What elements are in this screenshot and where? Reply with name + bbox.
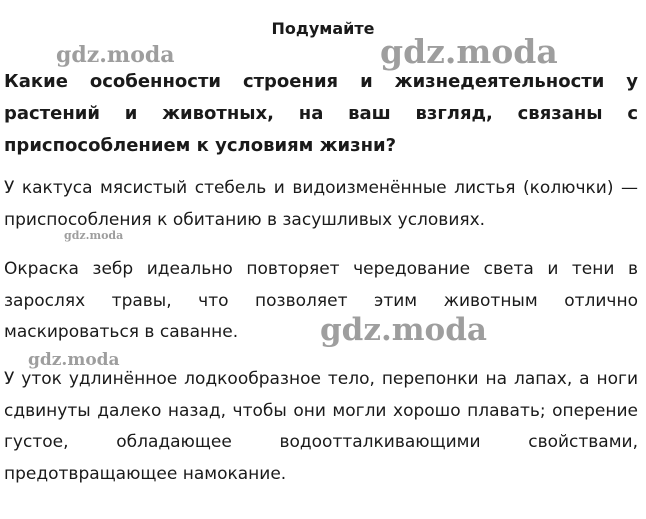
answer-paragraph-zebra: Окраска зебр идеально повторяет чередование света и тени в зарослях травы, что позволяет этим животным отлично маскироваться в саванне. (4, 259, 638, 342)
watermark: gdz.moda (320, 312, 487, 348)
watermark: gdz.moda (56, 42, 175, 68)
answer-paragraph-duck: У уток удлинённое лодкообразное тело, перепонки на лапах, а ноги сдвинуты далеко назад, чтобы они могли хорошо плавать; оперение густое, обладающее водоотталкивающими свойствами, предотвращающее намокание. (4, 369, 638, 484)
answer-paragraph-cactus: У кактуса мясистый стебель и видоизменённые листья (колючки) — приспособления к обитанию в засушливых условиях. (4, 178, 638, 230)
question-text: Какие особенности строения и жизнедеятельности у растений и животных, на ваш взгляд, связаны с приспособлением к условиям жизни? (4, 71, 638, 156)
watermark: gdz.moda (64, 229, 124, 242)
watermark: gdz.moda (28, 350, 120, 370)
page-heading: Подумайте (271, 19, 375, 38)
watermark: gdz.moda (380, 32, 558, 71)
